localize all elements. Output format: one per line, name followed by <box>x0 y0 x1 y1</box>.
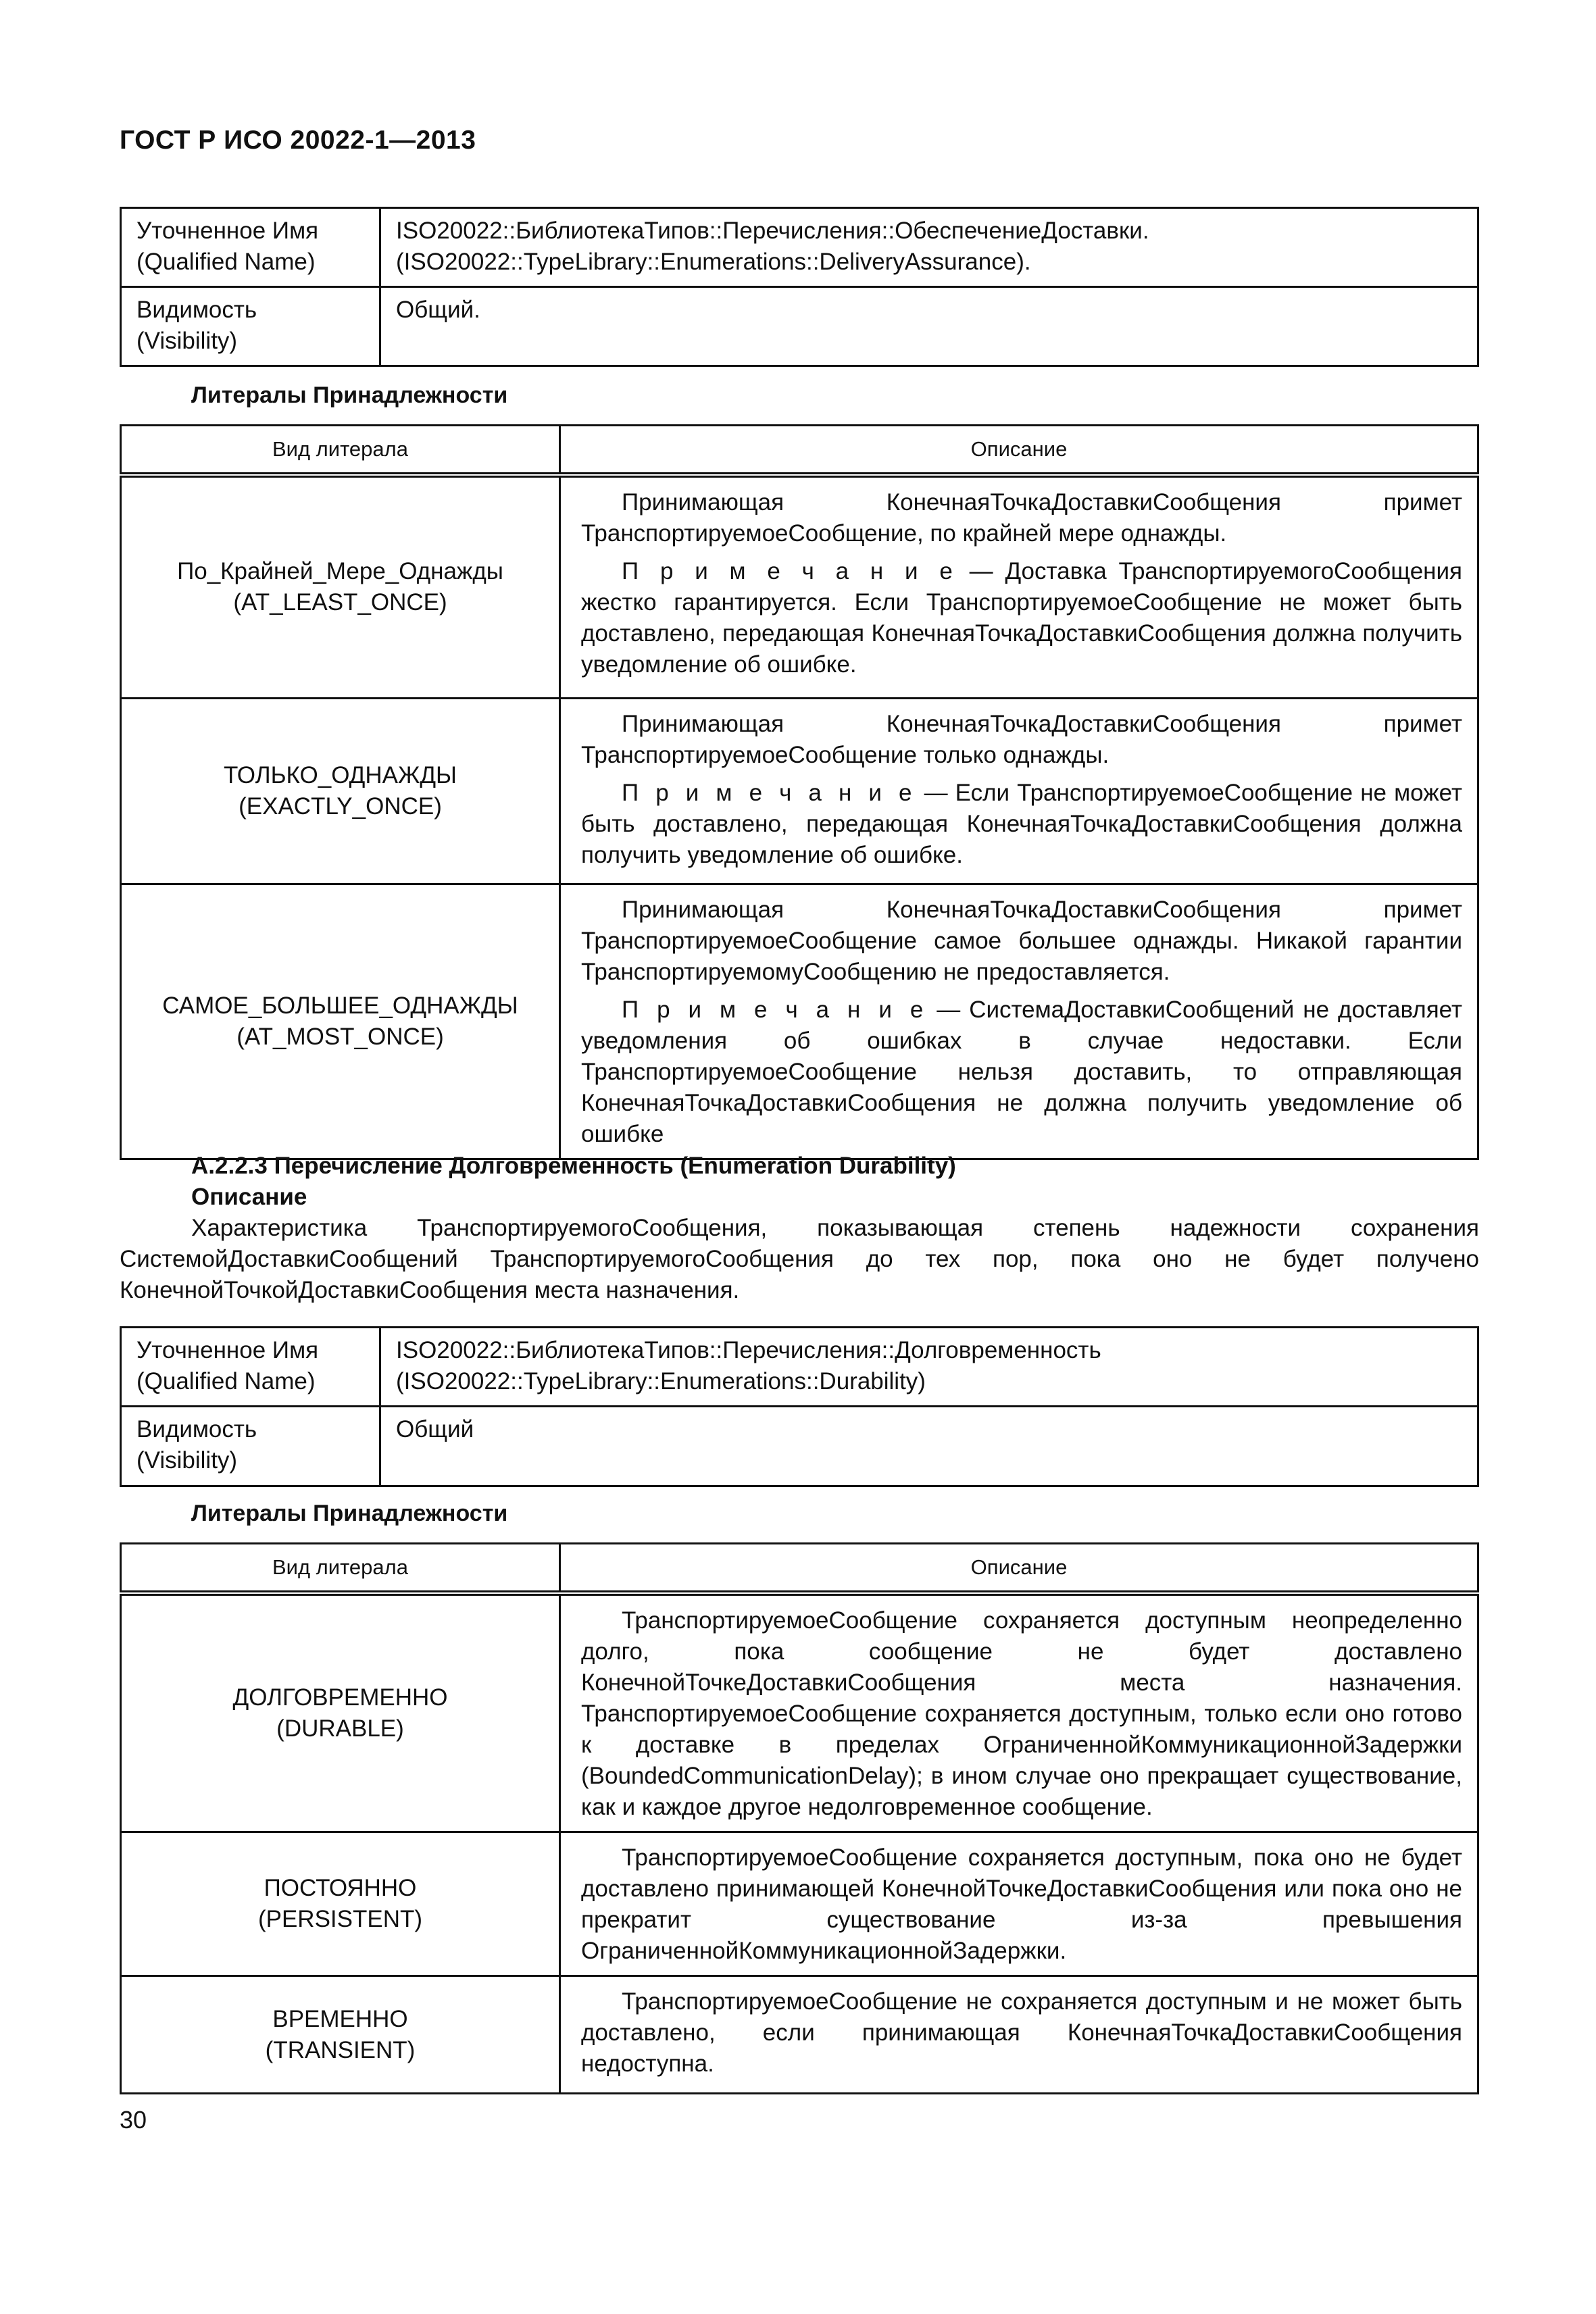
section-heading: А.2.2.3 Перечисление Долговременность (Enumeration Durability) <box>191 1153 956 1179</box>
literal-description: Принимающая КонечнаяТочкаДоставкиСообщения примет ТранспортируемоеСообщение самое большее однажды. Никакой гарантии ТранспортируемомуСообщению не предоставляется. П р и м е ч а н и е — СистемаДоставкиСообщений не доставляет уведомления об ошибках в случае недоставки. Если ТранспортируемоеСообщение нельзя доставить, то отправляющая КонечнаяТочкаДоставкиСообщения не должна получить уведомление об ошибке <box>560 884 1478 1159</box>
table-row <box>121 1328 1478 1407</box>
qualified-name-table-1 <box>120 207 1479 367</box>
visibility-value: Общий. <box>380 287 1478 366</box>
table-row <box>121 475 1478 698</box>
page-number: 30 <box>120 2106 147 2134</box>
section-description: Характеристика ТранспортируемогоСообщения, показывающая степень надежности сохранения СистемойДоставкиСообщений ТранспортируемогоСообщения до тех пор, пока оно не будет получено КонечнойТочкойДоставкиСообщения места назначения. <box>120 1215 1479 1303</box>
literal-description: ТранспортируемоеСообщение сохраняется доступным, пока оно не будет доставлено принимающей КонечнойТочкеДоставкиСообщения или пока оно не прекратит существование из-за превышения ОграниченнойКоммуникационнойЗадержки. <box>560 1832 1478 1976</box>
qualified-name-table-2 <box>120 1326 1479 1487</box>
table-row <box>121 1976 1478 2094</box>
table-row <box>121 208 1478 287</box>
table-row <box>121 287 1478 366</box>
note: П р и м е ч а н и е — Доставка ТранспортируемогоСообщения жестко гарантируется. Если ТранспортируемоеСообщение не может быть доставлено, передающая КонечнаяТочкаДоставкиСообщения должна получить уведомление об ошибке. <box>581 558 1463 678</box>
qualified-name-value: ISO20022::БиблиотекаТипов::Перечисления::Долговременность (ISO20022::TypeLibrary::Enumerations::Durability) <box>380 1328 1478 1407</box>
qualified-name-value: ISO20022::БиблиотекаТипов::Перечисления::ОбеспечениеДоставки. (ISO20022::TypeLibrary::Enumerations::DeliveryAssurance). <box>380 208 1478 287</box>
document-header: ГОСТ Р ИСО 20022-1—2013 <box>120 126 476 155</box>
table-row <box>121 1832 1478 1976</box>
note: П р и м е ч а н и е — СистемаДоставкиСообщений не доставляет уведомления об ошибках в случае недоставки. Если ТранспортируемоеСообщение нельзя доставить, то отправляющая КонечнаяТочкаДоставкиСообщения не должна получить уведомление об ошибке <box>581 996 1463 1147</box>
literals-table-1 <box>120 424 1479 1160</box>
literal-description: ТранспортируемоеСообщение не сохраняется доступным и не может быть доставлено, если принимающая КонечнаяТочкаДоставкиСообщения недоступна. <box>560 1976 1478 2094</box>
literal-description: ТранспортируемоеСообщение сохраняется доступным неопределенно долго, пока сообщение не будет доставлено КонечнойТочкеДоставкиСообщения места назначения. ТранспортируемоеСообщение сохраняется доступным, только если оно готово к доставке в пределах ОграниченнойКоммуникационнойЗадержки (BoundedCommunicationDelay); в ином случае оно прекращает существование, как и каждое другое недолговременное сообщение. <box>560 1593 1478 1832</box>
table-row <box>121 1593 1478 1832</box>
visibility-value: Общий <box>380 1407 1478 1486</box>
note: П р и м е ч а н и е — Если ТранспортируемоеСообщение не может быть доставлено, передающая КонечнаяТочкаДоставкиСообщения должна получить уведомление об ошибке. <box>581 779 1462 868</box>
literal-kind: САМОЕ_БОЛЬШЕЕ_ОДНАЖДЫ (AT_MOST_ONCE) <box>121 884 560 1159</box>
column-header-description: Описание <box>560 426 1478 476</box>
description-heading: Описание <box>191 1184 307 1210</box>
literal-kind: ТОЛЬКО_ОДНАЖДЫ (EXACTLY_ONCE) <box>121 698 560 884</box>
table-header-row <box>121 1544 1478 1594</box>
visibility-label: Видимость (Visibility) <box>121 1407 380 1486</box>
literals-table-2 <box>120 1542 1479 2094</box>
literal-kind: ПОСТОЯННО (PERSISTENT) <box>121 1832 560 1976</box>
column-header-kind: Вид литерала <box>121 426 560 476</box>
literals-title-2: Литералы Принадлежности <box>191 1501 508 1526</box>
literal-description: Принимающая КонечнаяТочкаДоставкиСообщения примет ТранспортируемоеСообщение только однажды. П р и м е ч а н и е — Если ТранспортируемоеСообщение не может быть доставлено, передающая КонечнаяТочкаДоставкиСообщения должна получить уведомление об ошибке. <box>560 698 1478 884</box>
literal-kind: ДОЛГОВРЕМЕННО (DURABLE) <box>121 1593 560 1832</box>
column-header-kind: Вид литерала <box>121 1544 560 1594</box>
table-row <box>121 1407 1478 1486</box>
qualified-name-label: Уточненное Имя (Qualified Name) <box>121 1328 380 1407</box>
literal-kind: По_Крайней_Мере_Однажды (AT_LEAST_ONCE) <box>121 475 560 698</box>
literals-title-1: Литералы Принадлежности <box>191 382 508 408</box>
column-header-description: Описание <box>560 1544 1478 1594</box>
visibility-label: Видимость (Visibility) <box>121 287 380 366</box>
literal-kind: ВРЕМЕННО (TRANSIENT) <box>121 1976 560 2094</box>
table-row <box>121 698 1478 884</box>
table-row <box>121 884 1478 1159</box>
table-header-row <box>121 426 1478 476</box>
literal-description: Принимающая КонечнаяТочкаДоставкиСообщения примет ТранспортируемоеСообщение, по крайней мере однажды. П р и м е ч а н и е — Доставка ТранспортируемогоСообщения жестко гарантируется. Если ТранспортируемоеСообщение не может быть доставлено, передающая КонечнаяТочкаДоставкиСообщения должна получить уведомление об ошибке. <box>560 475 1478 698</box>
qualified-name-label: Уточненное Имя (Qualified Name) <box>121 208 380 287</box>
